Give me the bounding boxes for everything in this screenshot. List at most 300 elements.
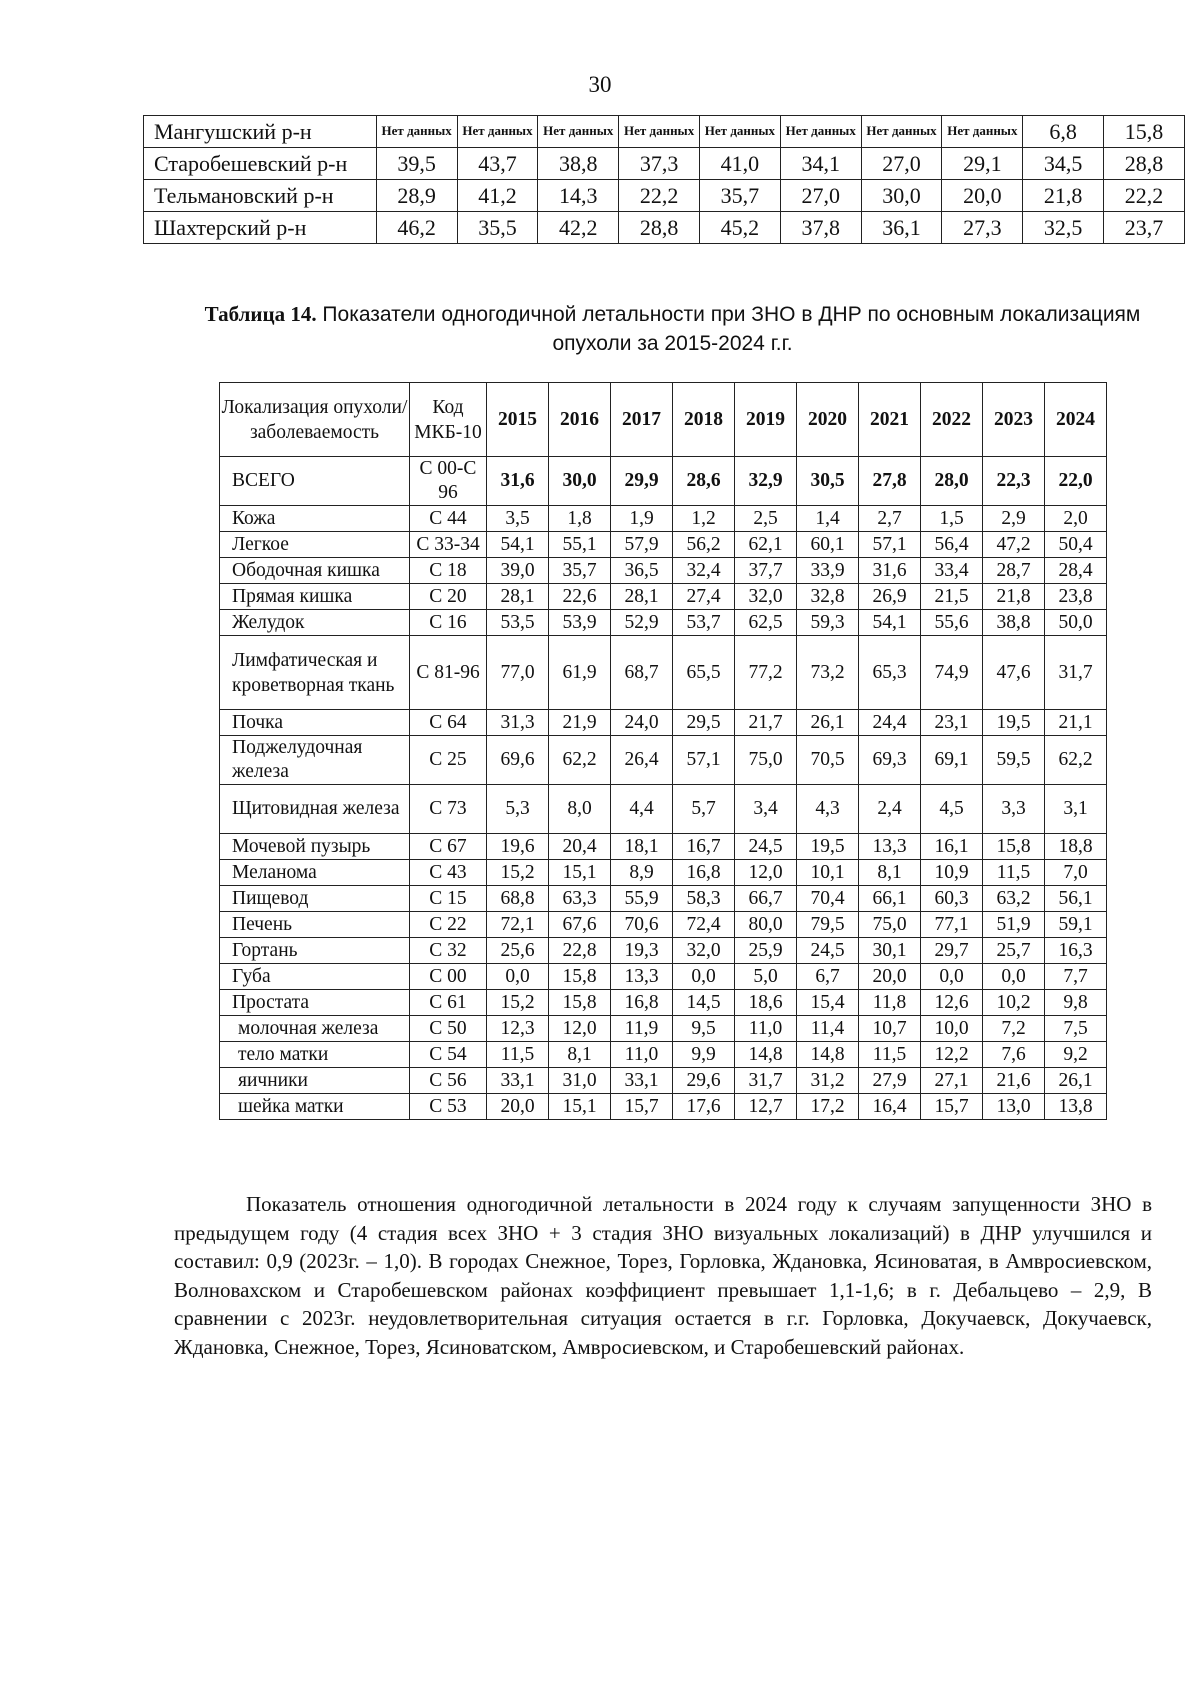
value-cell: 31,6 [859,558,921,584]
value-cell: 27,0 [780,180,861,212]
value-cell: 0,0 [921,964,983,990]
header-code: Код МКБ-10 [410,383,487,457]
icd-code: С 00 [410,964,487,990]
value-cell: 1,5 [921,506,983,532]
value-cell: 28,0 [921,457,983,506]
value-cell: 22,6 [549,584,611,610]
value-cell: 21,8 [983,584,1045,610]
icd-code: С 44 [410,506,487,532]
localization-name: Легкое [220,532,410,558]
value-cell: 4,4 [611,785,673,834]
lethality-table [219,382,1107,1120]
top-table-row [144,116,1185,148]
value-cell: 29,5 [673,710,735,736]
value-cell: 63,2 [983,886,1045,912]
value-cell: 11,9 [611,1016,673,1042]
value-cell: Нет данных [700,116,781,148]
value-cell: 5,0 [735,964,797,990]
localization-name: Мочевой пузырь [220,834,410,860]
value-cell: 27,9 [859,1068,921,1094]
value-cell: 25,6 [487,938,549,964]
value-cell: 21,7 [735,710,797,736]
value-cell: 28,1 [487,584,549,610]
value-cell: 3,4 [735,785,797,834]
value-cell: 35,7 [549,558,611,584]
value-cell: 33,4 [921,558,983,584]
localization-name: Лимфатическая и кроветворная ткань [220,636,410,710]
value-cell: 72,1 [487,912,549,938]
value-cell: 65,3 [859,636,921,710]
icd-code: С 18 [410,558,487,584]
value-cell: 8,9 [611,860,673,886]
value-cell: 15,8 [1104,116,1185,148]
value-cell: 79,5 [797,912,859,938]
table-row [220,938,1107,964]
header-year: 2020 [797,383,859,457]
value-cell: 47,6 [983,636,1045,710]
value-cell: 27,0 [861,148,942,180]
value-cell: 70,5 [797,736,859,785]
value-cell: 2,7 [859,506,921,532]
value-cell: 10,2 [983,990,1045,1016]
table-row [220,610,1107,636]
value-cell: 59,5 [983,736,1045,785]
value-cell: 20,0 [942,180,1023,212]
header-year: 2024 [1045,383,1107,457]
value-cell: 70,6 [611,912,673,938]
table-row [220,886,1107,912]
value-cell: 27,4 [673,584,735,610]
icd-code: С 22 [410,912,487,938]
value-cell: 1,2 [673,506,735,532]
value-cell: 66,1 [859,886,921,912]
value-cell: 11,5 [487,1042,549,1068]
value-cell: 75,0 [859,912,921,938]
icd-code: С 53 [410,1094,487,1120]
value-cell: 0,0 [673,964,735,990]
value-cell: 58,3 [673,886,735,912]
value-cell: 28,1 [611,584,673,610]
value-cell: 9,8 [1045,990,1107,1016]
value-cell: 38,8 [983,610,1045,636]
value-cell: 12,6 [921,990,983,1016]
value-cell: 37,7 [735,558,797,584]
value-cell: 0,0 [983,964,1045,990]
value-cell: 62,1 [735,532,797,558]
value-cell: 53,7 [673,610,735,636]
value-cell: 28,7 [983,558,1045,584]
value-cell: 7,5 [1045,1016,1107,1042]
table-row [220,860,1107,886]
value-cell: 27,1 [921,1068,983,1094]
value-cell: 18,1 [611,834,673,860]
value-cell: 30,1 [859,938,921,964]
value-cell: 11,0 [735,1016,797,1042]
value-cell: 32,0 [673,938,735,964]
value-cell: 43,7 [457,148,538,180]
value-cell: 46,2 [376,212,457,244]
value-cell: 41,0 [700,148,781,180]
value-cell: 16,1 [921,834,983,860]
value-cell: 26,9 [859,584,921,610]
header-year: 2023 [983,383,1045,457]
localization-name: тело матки [220,1042,410,1068]
value-cell: 15,8 [983,834,1045,860]
value-cell: 33,1 [487,1068,549,1094]
value-cell: 12,0 [735,860,797,886]
district-name: Тельмановский р-н [144,180,377,212]
icd-code: С 50 [410,1016,487,1042]
localization-name: Поджелудочная железа [220,736,410,785]
value-cell: 21,8 [1023,180,1104,212]
localization-name: Прямая кишка [220,584,410,610]
value-cell: 57,1 [673,736,735,785]
body-paragraph: Показатель отношения одногодичной летальности в 2024 году к случаям запущенности ЗНО в предыдущем году (4 стадия всех ЗНО + 3 стадия ЗНО визуальных локализаций) в ДНР улучшился и составил: 0,9 (2023г. – 1,0). В городах Снежное, Торез, Горловка, Ждановка, Ясиноватая, в Амвросиевском, Волновахском и Старобешевском районах коэффициент превышает 1,1-1,6; в г. Дебальцево – 2,9, В сравнении с 2023г. неудовлетворительная ситуация остается в г.г. Горловка, Докучаевск, Докучаевск, Ждановка, Снежное, Торез, Ясиноватском, Амвросиевском, и Старобешевский районах. [174,1192,1152,1359]
value-cell: 22,2 [1104,180,1185,212]
value-cell: 29,1 [942,148,1023,180]
value-cell: 68,8 [487,886,549,912]
value-cell: 19,3 [611,938,673,964]
value-cell: 20,0 [859,964,921,990]
value-cell: 2,5 [735,506,797,532]
value-cell: Нет данных [457,116,538,148]
district-name: Мангушский р-н [144,116,377,148]
value-cell: 32,4 [673,558,735,584]
value-cell: 26,4 [611,736,673,785]
value-cell: 23,7 [1104,212,1185,244]
value-cell: 77,2 [735,636,797,710]
top-table-row [144,180,1185,212]
value-cell: 80,0 [735,912,797,938]
value-cell: 26,1 [1045,1068,1107,1094]
localization-name: Печень [220,912,410,938]
value-cell: 33,1 [611,1068,673,1094]
value-cell: 34,1 [780,148,861,180]
table-row [220,558,1107,584]
localization-name: Ободочная кишка [220,558,410,584]
value-cell: 41,2 [457,180,538,212]
value-cell: 14,8 [735,1042,797,1068]
value-cell: 39,5 [376,148,457,180]
table-row [220,636,1107,710]
value-cell: 17,6 [673,1094,735,1120]
value-cell: 60,3 [921,886,983,912]
value-cell: 24,5 [735,834,797,860]
value-cell: 9,9 [673,1042,735,1068]
value-cell: 31,7 [1045,636,1107,710]
value-cell: 63,3 [549,886,611,912]
value-cell: 2,4 [859,785,921,834]
value-cell: 52,9 [611,610,673,636]
icd-code: С 73 [410,785,487,834]
value-cell: 74,9 [921,636,983,710]
value-cell: 0,0 [487,964,549,990]
value-cell: 30,5 [797,457,859,506]
localization-name: яичники [220,1068,410,1094]
value-cell: 62,2 [1045,736,1107,785]
value-cell: Нет данных [619,116,700,148]
value-cell: 21,6 [983,1068,1045,1094]
value-cell: 13,3 [859,834,921,860]
value-cell: 69,3 [859,736,921,785]
value-cell: 12,3 [487,1016,549,1042]
value-cell: 22,3 [983,457,1045,506]
value-cell: 2,9 [983,506,1045,532]
value-cell: 8,1 [549,1042,611,1068]
value-cell: 16,8 [673,860,735,886]
value-cell: 59,3 [797,610,859,636]
value-cell: 18,8 [1045,834,1107,860]
value-cell: 28,6 [673,457,735,506]
icd-code: С 56 [410,1068,487,1094]
value-cell: 11,0 [611,1042,673,1068]
localization-name: Желудок [220,610,410,636]
localization-name: Кожа [220,506,410,532]
table-row [220,710,1107,736]
table-row [220,532,1107,558]
value-cell: Нет данных [538,116,619,148]
localization-name: Губа [220,964,410,990]
value-cell: 20,0 [487,1094,549,1120]
value-cell: 65,5 [673,636,735,710]
value-cell: 28,9 [376,180,457,212]
value-cell: 1,4 [797,506,859,532]
value-cell: 13,8 [1045,1094,1107,1120]
header-year: 2018 [673,383,735,457]
value-cell: 15,8 [549,964,611,990]
value-cell: 24,4 [859,710,921,736]
value-cell: 15,2 [487,860,549,886]
value-cell: 24,0 [611,710,673,736]
icd-code: С 67 [410,834,487,860]
value-cell: 33,9 [797,558,859,584]
value-cell: 55,9 [611,886,673,912]
value-cell: Нет данных [942,116,1023,148]
value-cell: 31,6 [487,457,549,506]
value-cell: 6,7 [797,964,859,990]
header-localization: Локализация опухоли/ заболеваемость [220,383,410,457]
value-cell: 36,1 [861,212,942,244]
localization-name: Простата [220,990,410,1016]
value-cell: 11,5 [983,860,1045,886]
value-cell: 11,5 [859,1042,921,1068]
value-cell: 29,7 [921,938,983,964]
value-cell: 35,5 [457,212,538,244]
localization-name: ВСЕГО [220,457,410,506]
value-cell: 15,2 [487,990,549,1016]
value-cell: Нет данных [376,116,457,148]
value-cell: 34,5 [1023,148,1104,180]
value-cell: 31,2 [797,1068,859,1094]
table-row [220,457,1107,506]
value-cell: 31,0 [549,1068,611,1094]
top-table-row [144,212,1185,244]
value-cell: 56,4 [921,532,983,558]
value-cell: 53,5 [487,610,549,636]
value-cell: 8,0 [549,785,611,834]
table-row [220,1016,1107,1042]
value-cell: 22,2 [619,180,700,212]
value-cell: 66,7 [735,886,797,912]
value-cell: 29,9 [611,457,673,506]
value-cell: 16,7 [673,834,735,860]
value-cell: 19,6 [487,834,549,860]
value-cell: 23,1 [921,710,983,736]
header-year: 2021 [859,383,921,457]
value-cell: 15,7 [611,1094,673,1120]
header-year: 2016 [549,383,611,457]
value-cell: 37,3 [619,148,700,180]
value-cell: 30,0 [549,457,611,506]
caption-label: Таблица 14. [204,302,317,326]
value-cell: 38,8 [538,148,619,180]
icd-code: С 43 [410,860,487,886]
icd-code: С 32 [410,938,487,964]
table-row [220,912,1107,938]
localization-name: Пищевод [220,886,410,912]
localization-name: молочная железа [220,1016,410,1042]
value-cell: 35,7 [700,180,781,212]
value-cell: 21,5 [921,584,983,610]
value-cell: 69,6 [487,736,549,785]
value-cell: 20,4 [549,834,611,860]
top-table-row [144,148,1185,180]
value-cell: 47,2 [983,532,1045,558]
value-cell: 27,3 [942,212,1023,244]
value-cell: 62,5 [735,610,797,636]
value-cell: 56,1 [1045,886,1107,912]
icd-code: С 15 [410,886,487,912]
value-cell: 55,1 [549,532,611,558]
value-cell: 59,1 [1045,912,1107,938]
value-cell: 75,0 [735,736,797,785]
value-cell: 19,5 [983,710,1045,736]
value-cell: 77,1 [921,912,983,938]
header-year: 2017 [611,383,673,457]
value-cell: 7,6 [983,1042,1045,1068]
value-cell: 67,6 [549,912,611,938]
value-cell: 12,2 [921,1042,983,1068]
value-cell: 4,3 [797,785,859,834]
value-cell: 57,9 [611,532,673,558]
value-cell: 73,2 [797,636,859,710]
value-cell: 3,1 [1045,785,1107,834]
value-cell: 50,0 [1045,610,1107,636]
value-cell: 14,5 [673,990,735,1016]
value-cell: 69,1 [921,736,983,785]
table-row [220,1042,1107,1068]
table-row [220,584,1107,610]
value-cell: 57,1 [859,532,921,558]
value-cell: 15,8 [549,990,611,1016]
icd-code: С 33-34 [410,532,487,558]
value-cell: 2,0 [1045,506,1107,532]
value-cell: 12,7 [735,1094,797,1120]
value-cell: 60,1 [797,532,859,558]
value-cell: 13,0 [983,1094,1045,1120]
table-row [220,964,1107,990]
district-name: Шахтерский р-н [144,212,377,244]
value-cell: 15,4 [797,990,859,1016]
table-caption [200,300,1145,358]
value-cell: 62,2 [549,736,611,785]
value-cell: 25,9 [735,938,797,964]
value-cell: 32,0 [735,584,797,610]
value-cell: 15,1 [549,1094,611,1120]
value-cell: 72,4 [673,912,735,938]
value-cell: 16,4 [859,1094,921,1120]
value-cell: 51,9 [983,912,1045,938]
value-cell: 6,8 [1023,116,1104,148]
value-cell: 70,4 [797,886,859,912]
value-cell: 9,5 [673,1016,735,1042]
value-cell: 11,4 [797,1016,859,1042]
table-header-row [220,383,1107,457]
value-cell: 27,8 [859,457,921,506]
localization-name: шейка матки [220,1094,410,1120]
value-cell: 16,8 [611,990,673,1016]
value-cell: 50,4 [1045,532,1107,558]
value-cell: 19,5 [797,834,859,860]
header-year: 2015 [487,383,549,457]
value-cell: 10,9 [921,860,983,886]
value-cell: 3,5 [487,506,549,532]
value-cell: 25,7 [983,938,1045,964]
icd-code: С 16 [410,610,487,636]
value-cell: 13,3 [611,964,673,990]
value-cell: 5,3 [487,785,549,834]
value-cell: 1,8 [549,506,611,532]
table-row [220,1068,1107,1094]
district-name: Старобешевский р-н [144,148,377,180]
table-row [220,990,1107,1016]
value-cell: 28,8 [1104,148,1185,180]
table-row [220,785,1107,834]
header-year: 2022 [921,383,983,457]
value-cell: 10,1 [797,860,859,886]
value-cell: 37,8 [780,212,861,244]
value-cell: 17,2 [797,1094,859,1120]
icd-code: С 00-С 96 [410,457,487,506]
table-row [220,1094,1107,1120]
localization-name: Щитовидная железа [220,785,410,834]
value-cell: 7,2 [983,1016,1045,1042]
value-cell: 28,8 [619,212,700,244]
value-cell: 7,0 [1045,860,1107,886]
value-cell: 77,0 [487,636,549,710]
value-cell: 32,5 [1023,212,1104,244]
value-cell: 14,3 [538,180,619,212]
value-cell: 56,2 [673,532,735,558]
top-continuation-table [143,115,1185,244]
value-cell: 31,7 [735,1068,797,1094]
value-cell: Нет данных [861,116,942,148]
header-year: 2019 [735,383,797,457]
value-cell: 10,7 [859,1016,921,1042]
value-cell: 30,0 [861,180,942,212]
icd-code: С 61 [410,990,487,1016]
table-row [220,736,1107,785]
icd-code: С 20 [410,584,487,610]
value-cell: 9,2 [1045,1042,1107,1068]
value-cell: 31,3 [487,710,549,736]
value-cell: 32,9 [735,457,797,506]
value-cell: 7,7 [1045,964,1107,990]
localization-name: Почка [220,710,410,736]
caption-text: Показатели одногодичной летальности при ЗНО в ДНР по основным локализациям опухоли за 2015-2024 г.г. [322,303,1141,355]
table-row [220,834,1107,860]
value-cell: 29,6 [673,1068,735,1094]
